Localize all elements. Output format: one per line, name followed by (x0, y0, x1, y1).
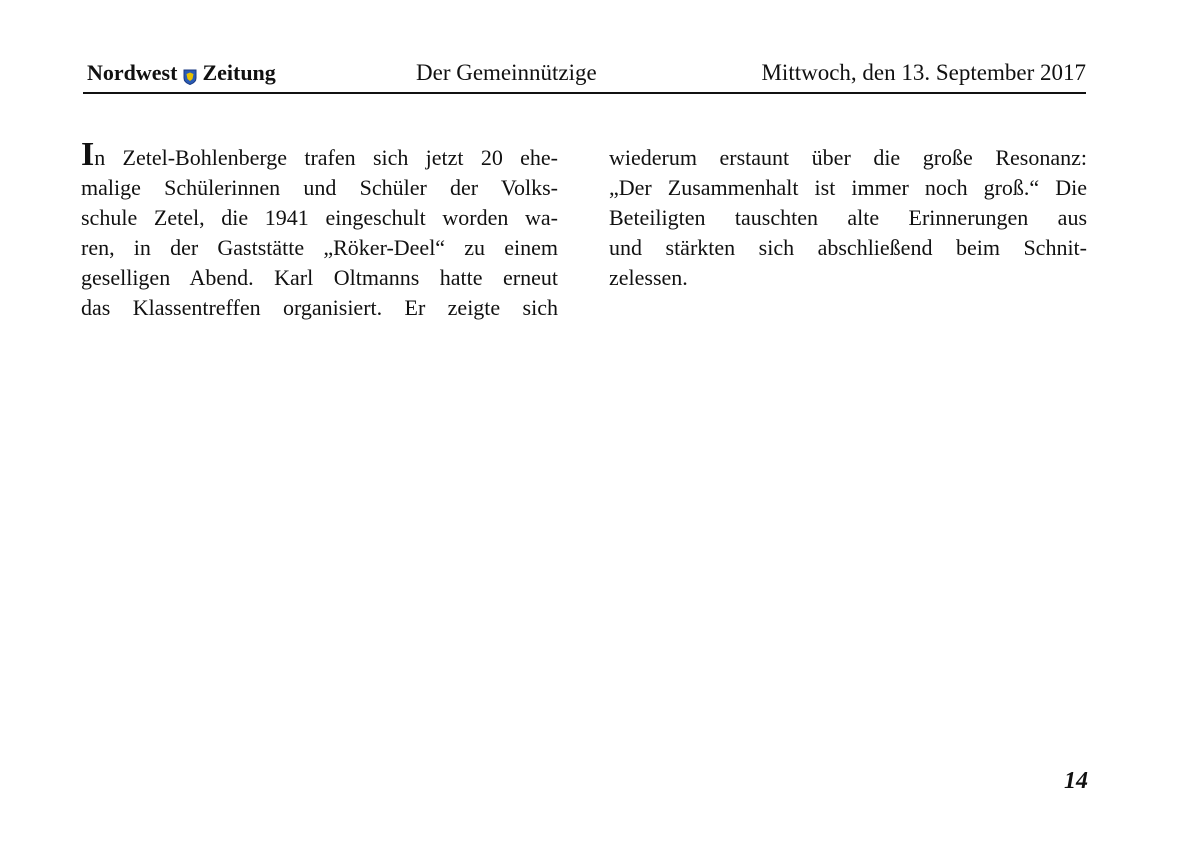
article-line: wiederum erstaunt über die große Resonanz: (609, 145, 1087, 170)
article-line-text: n Zetel-Bohlenberge trafen sich jetzt 20 ehe- (94, 145, 558, 170)
article-line: schule Zetel, die 1941 eingeschult worden wa- (81, 205, 558, 230)
article-line: und stärkten sich abschließend beim Schnit- (609, 235, 1087, 260)
article-line: geselligen Abend. Karl Oltmanns hatte erneut (81, 265, 558, 290)
brand-name-part1: Nordwest (87, 60, 178, 85)
article-line: das Klassentreffen organisiert. Er zeigte sich (81, 295, 558, 320)
article-line (81, 136, 558, 173)
issue-date: Mittwoch, den 13. September 2017 (761, 60, 1086, 85)
newspaper-crest-icon (183, 65, 197, 81)
article-line: „Der Zusammenhalt ist immer noch groß.“ Die (609, 175, 1087, 200)
brand-name-part2: Zeitung (202, 60, 276, 85)
article-line: ren, in der Gaststätte „Röker-Deel“ zu einem (81, 235, 558, 260)
article-line: malige Schülerinnen und Schüler der Volks- (81, 175, 558, 200)
drop-cap: I (81, 136, 95, 173)
newspaper-brand (87, 60, 276, 86)
section-title: Der Gemeinnützige (416, 60, 597, 85)
page-number: 14 (1064, 768, 1088, 794)
article-column-left (81, 136, 558, 323)
page-header (83, 58, 1086, 94)
article-column-right (609, 143, 1087, 293)
article-line: Beteiligten tauschten alte Erinnerungen aus (609, 205, 1087, 230)
article-line: zelessen. (609, 265, 688, 290)
